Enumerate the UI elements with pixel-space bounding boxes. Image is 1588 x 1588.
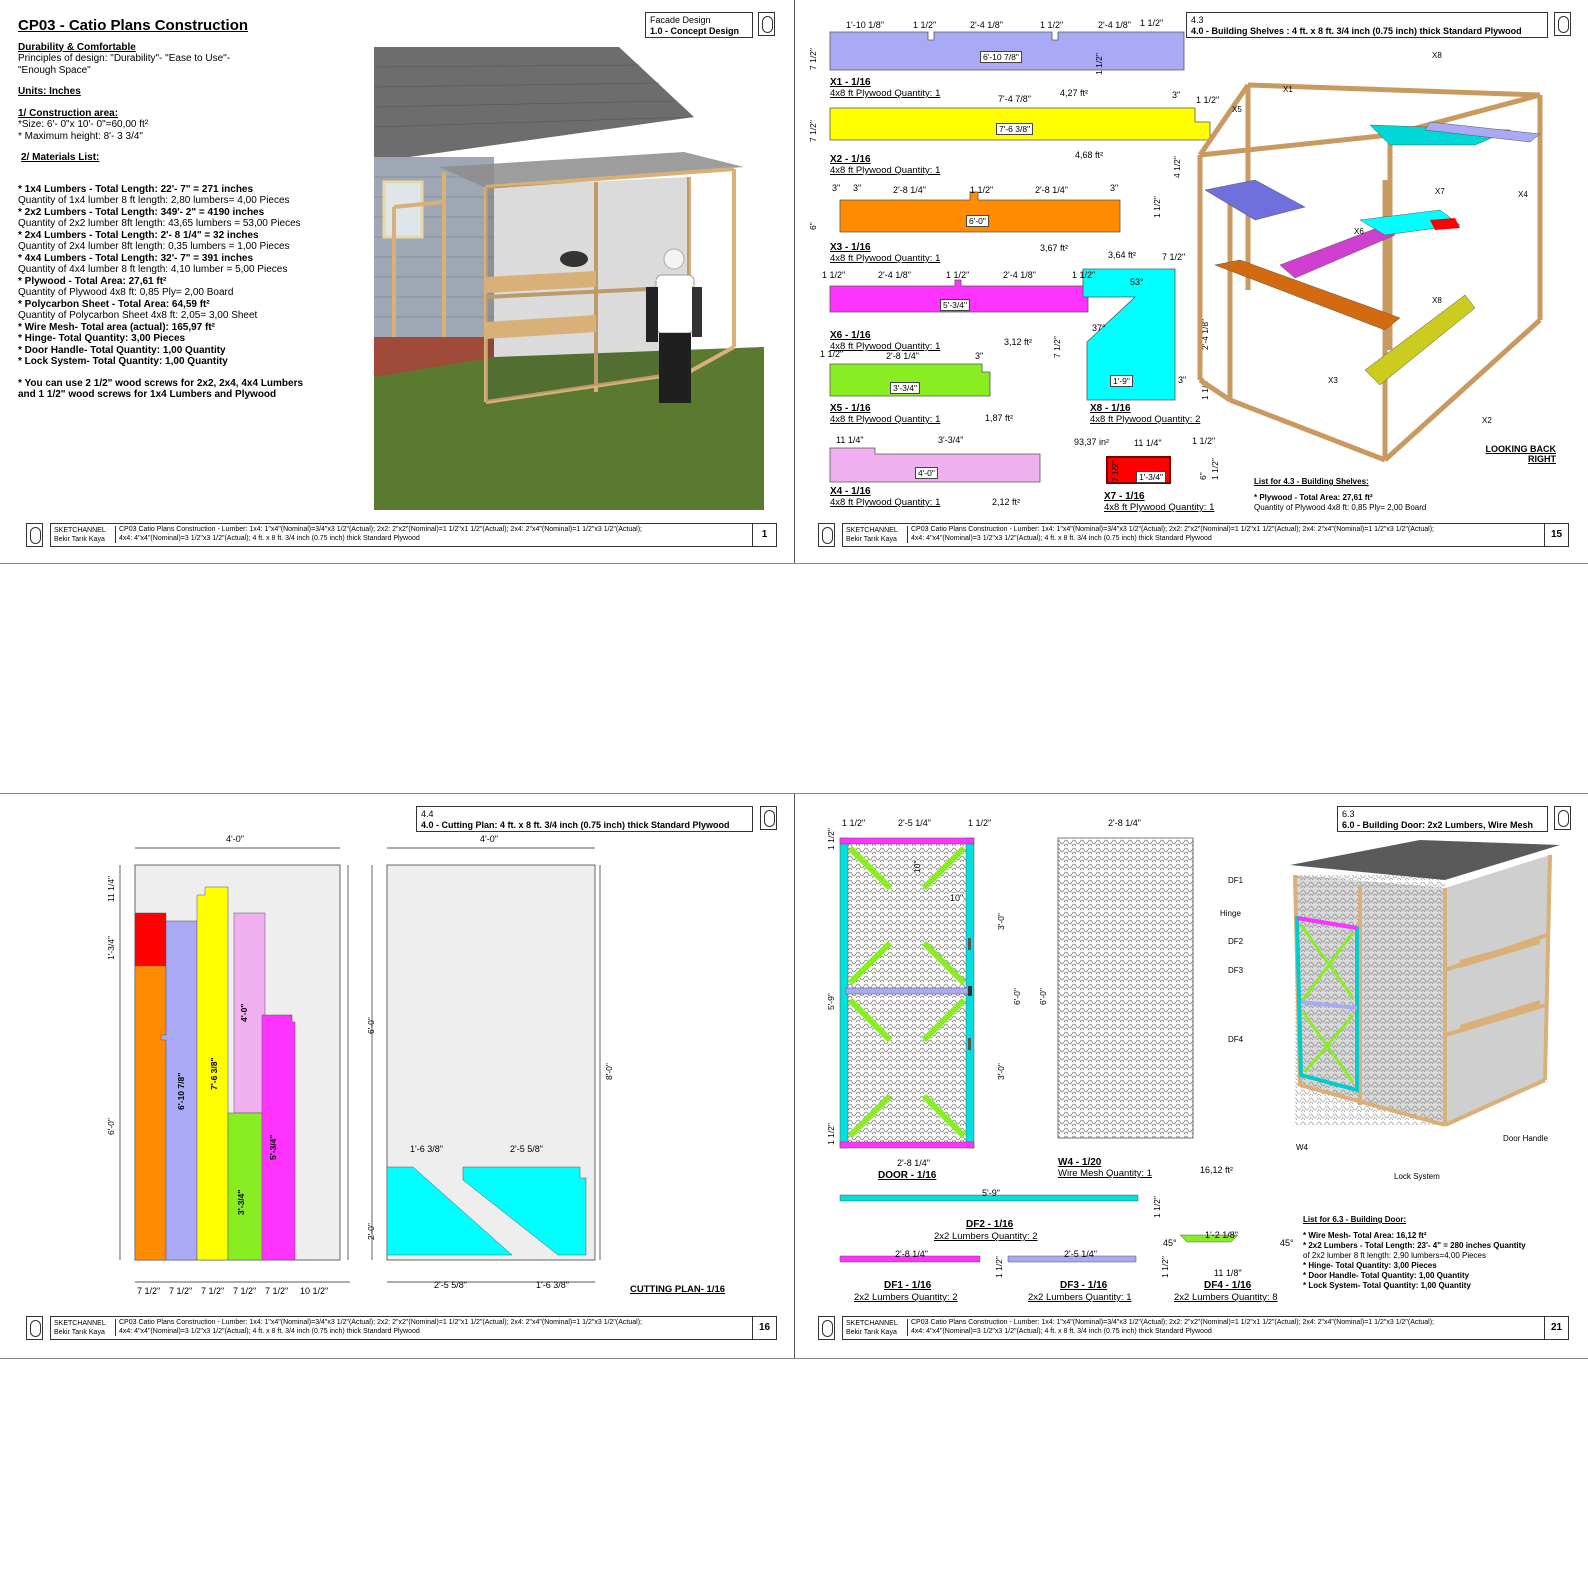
callout-df2: DF2: [1228, 937, 1244, 946]
part-x1-name: X1 - 1/16: [830, 77, 871, 88]
df4-qty: 2x2 Lumbers Quantity: 8: [1174, 1292, 1278, 1303]
p1-units: Units: Inches: [18, 86, 81, 97]
dim-x3-2: 3": [853, 183, 862, 193]
page-divider-bottom: [794, 793, 795, 1358]
footer-author-1: SKETCHANNEL: [54, 1320, 106, 1327]
model-label-x8-top: X8: [1432, 51, 1442, 60]
dim-x3-1: 3": [832, 183, 841, 193]
dim-x3-3: 2'-8 1/4": [893, 185, 926, 195]
dim-x6-1: 1 1/2": [822, 270, 846, 280]
material-line: Quantity of Polycarbon Sheet 4x8 ft: 2,05= 3,00 Sheet: [18, 310, 258, 321]
part-x8-name: X8 - 1/16: [1090, 403, 1131, 414]
p16-bottom-dim-3: 7 1/2": [201, 1286, 225, 1296]
part-x6-name: X6 - 1/16: [830, 330, 871, 341]
door-dim-11: 1 1/2": [826, 1123, 836, 1145]
footer-desc: [907, 526, 1542, 543]
p15-list-line-1: * Plywood - Total Area: 27,61 ft²: [1254, 493, 1373, 502]
df3-label: DF3 - 1/16: [1060, 1280, 1108, 1291]
part-x4-area: 2,12 ft²: [992, 497, 1021, 507]
p1-screws-1: * You can use 2 1/2" wood screws for 2x2, 2x4, 4x4 Lumbers: [18, 377, 304, 389]
footer-author-2: Bekir Tarık Kaya: [846, 535, 897, 543]
footer-desc: [115, 1319, 750, 1336]
plan-x6: [262, 1015, 295, 1260]
footer-author-1: SKETCHANNEL: [54, 527, 106, 534]
door-dim-9: 6'-0": [1012, 988, 1022, 1005]
material-line: Quantity of 1x4 lumber 8 ft length: 2,80 lumbers= 4,00 Pieces: [18, 195, 290, 206]
mesh-qty: Wire Mesh Quantity: 1: [1058, 1168, 1152, 1179]
dim-x2-2: 3": [1172, 90, 1181, 100]
dim-x6-5: 1 1/2": [1072, 270, 1096, 280]
callout-df3: DF3: [1228, 966, 1244, 975]
callout-lock-system: Lock System: [1394, 1172, 1440, 1181]
dim-x8-4: 2'-4 1/8": [1200, 318, 1210, 350]
p16-bottom-dim-1: 7 1/2": [137, 1286, 161, 1296]
material-line: * Plywood - Total Area: 27,61 ft²: [18, 275, 167, 287]
material-line: * Hinge- Total Quantity: 3,00 Pieces: [18, 333, 186, 344]
df4-angle-right: 45°: [1280, 1238, 1294, 1248]
p21-list-line: * Lock System- Total Quantity: 1,00 Quantity: [1303, 1281, 1471, 1290]
footer-author-2: Bekir Tarık Kaya: [54, 535, 105, 543]
material-line: * Lock System- Total Quantity: 1,00 Quantity: [18, 356, 228, 367]
df2-thickness: 1 1/2": [1152, 1196, 1162, 1218]
footer-author: [54, 1320, 112, 1337]
p1-durability-heading: Durability & Comfortable: [18, 41, 136, 53]
p16-right-dim-1: 6'-0": [366, 1017, 376, 1034]
model-label-x4: X4: [1518, 190, 1528, 199]
model-label-x1: X1: [1283, 85, 1293, 94]
dim-x6-3: 1 1/2": [946, 270, 970, 280]
dim-x8-2: 53°: [1130, 277, 1144, 287]
p16-logo-top: [760, 806, 777, 830]
dim-x1-1: 1'-10 1/8": [846, 20, 884, 30]
df2-length: 5'-9": [982, 1188, 1000, 1198]
door-dim-12: 2'-8 1/4": [897, 1158, 930, 1168]
part-x5-area: 1,87 ft²: [985, 413, 1014, 423]
p16-bottom-dim-4: 7 1/2": [233, 1286, 257, 1296]
df1-thickness: 1 1/2": [994, 1256, 1004, 1278]
p15-section-box: [1186, 12, 1548, 38]
p1-logo-footer: [26, 523, 43, 547]
footer-desc-2: 4x4: 4"x4"(Nominal)=3 1/2"x3 1/2"(Actual); 4 ft. x 8 ft. 3/4 inch (0.75 inch) thick Standard Plywood: [911, 1327, 1212, 1335]
df3-thickness: 1 1/2": [1160, 1256, 1170, 1278]
dim-x4-1: 11 1/4": [836, 435, 864, 445]
door-dim-5: 10": [950, 893, 964, 903]
part-x8-length: 1'-9": [1110, 375, 1133, 387]
p15-shelf-model: [1200, 50, 1560, 470]
p16-sheet-width-left: 4'-0": [226, 834, 244, 844]
df3-length: 2'-5 1/4": [1064, 1249, 1097, 1259]
dim-x2-1: 7'-4 7/8": [998, 94, 1031, 104]
p21-section-title: 6.0 - Building Door: 2x2 Lumbers, Wire Mesh: [1342, 820, 1533, 830]
door-dim-7: 3'-0": [996, 913, 1006, 930]
dim-side-4: 4 1/2": [1172, 156, 1182, 178]
p15-list: [1254, 477, 1426, 513]
p1-text-block: [18, 17, 363, 401]
p16-strip-x5: 3'-3/4": [236, 1189, 246, 1215]
part-x2-length: 7'-6 3/8": [996, 123, 1033, 135]
p15-logo-footer: [818, 523, 835, 547]
callout-w4: W4: [1296, 1143, 1308, 1152]
part-x3-area: 3,67 ft²: [1040, 243, 1069, 253]
plan-x5: [228, 1113, 265, 1260]
p1-max-height: * Maximum height: 8'- 3 3/4": [18, 130, 143, 142]
df2-qty: 2x2 Lumbers Quantity: 2: [934, 1231, 1038, 1242]
footer-author-1: SKETCHANNEL: [846, 1320, 898, 1327]
row-divider-mid: [0, 793, 1588, 794]
dim-x5-2: 2'-8 1/4": [886, 351, 919, 361]
p1-title: CP03 - Catio Plans Construction: [18, 17, 249, 34]
p1-catio-render: [374, 47, 764, 510]
row-divider-bottom: [0, 1358, 1588, 1359]
dim-side-1: 7 1/2": [808, 48, 818, 70]
part-x7-area: 93,37 in²: [1074, 437, 1110, 447]
p16-left-dim-1: 11 1/4": [106, 875, 116, 902]
p1-section-label: Facade Design: [650, 15, 711, 25]
part-x2-area: 4,68 ft²: [1075, 150, 1104, 160]
p15-list-line-2: Quantity of Plywood 4x8 ft: 0,85 Ply= 2,00 Board: [1254, 503, 1427, 512]
p15-page-number: 15: [1544, 524, 1568, 546]
p1-size: *Size: 6'- 0"x 10'- 0"=60,00 ft²: [18, 119, 149, 130]
page-divider-top: [794, 0, 795, 563]
df1-label: DF1 - 1/16: [884, 1280, 932, 1291]
p21-list-line: * 2x2 Lumbers - Total Length: 23'- 4" = 280 inches Quantity: [1303, 1241, 1526, 1250]
dim-side-5: 6": [808, 222, 818, 230]
df3-qty: 2x2 Lumbers Quantity: 1: [1028, 1292, 1132, 1303]
part-x6-length: 5'-3/4": [940, 299, 970, 311]
dim-x4-2: 3'-3/4": [938, 435, 964, 445]
dim-x8-3: 37°: [1092, 323, 1106, 333]
p16-cut-top-1: 1'-6 3/8": [410, 1144, 443, 1154]
door-dim-1: 1 1/2": [842, 818, 866, 828]
p1-section-box: [645, 12, 753, 38]
p21-footer: [842, 1316, 1569, 1340]
material-line: * 1x4 Lumbers - Total Length: 22'- 7" = 271 inches: [18, 183, 254, 195]
part-x6-qty: 4x8 ft Plywood Quantity: 1: [830, 341, 941, 352]
part-x7-qty: 4x8 ft Plywood Quantity: 1: [1104, 502, 1215, 513]
p1-section-title: 1.0 - Concept Design: [650, 26, 740, 36]
dim-side-2: 7 1/2": [808, 120, 818, 142]
p16-strip-x4: 4'-0": [239, 1003, 249, 1022]
dim-x8-1: 7 1/2": [1162, 252, 1186, 262]
dim-x6-2: 2'-4 1/8": [878, 270, 911, 280]
df2-label: DF2 - 1/16: [966, 1219, 1014, 1230]
p21-list: [1303, 1215, 1526, 1291]
footer-desc-1: CP03 Catio Plans Construction - Lumber: 1x4: 1"x4"(Nominal)=3/4"x3 1/2"(Actual); 2x2: 2"x2"(Nominal)=1 1/2"x1 1/2"(Actual); 2x4: 2"x4"(Nominal)=1 1/2"x3 1/2"(Actual);: [119, 1319, 642, 1326]
footer-desc-1: CP03 Catio Plans Construction - Lumber: 1x4: 1"x4"(Nominal)=3/4"x3 1/2"(Actual); 2x2: 2"x2"(Nominal)=1 1/2"x1 1/2"(Actual); 2x4: 2"x4"(Nominal)=1 1/2"x3 1/2"(Actual);: [119, 526, 642, 533]
footer-desc-1: CP03 Catio Plans Construction - Lumber: 1x4: 1"x4"(Nominal)=3/4"x3 1/2"(Actual); 2x2: 2"x2"(Nominal)=1 1/2"x1 1/2"(Actual); 2x4: 2"x4"(Nominal)=1 1/2"x3 1/2"(Actual);: [911, 526, 1434, 533]
dim-x7-3: 7 1/2": [1110, 460, 1120, 482]
part-x2-qty: 4x8 ft Plywood Quantity: 1: [830, 165, 941, 176]
material-line: * 4x4 Lumbers - Total Length: 32'- 7" = 391 inches: [18, 252, 254, 264]
dim-x5-1: 1 1/2": [820, 349, 844, 359]
material-line: Quantity of 2x4 lumber 8ft length: 0,35 lumbers = 1,00 Pieces: [18, 241, 290, 252]
material-line: * Door Handle- Total Quantity: 1,00 Quantity: [18, 344, 226, 356]
part-x3-qty: 4x8 ft Plywood Quantity: 1: [830, 253, 941, 264]
p21-logo-top: [1554, 806, 1571, 830]
dim-x1-3: 2'-4 1/8": [970, 20, 1003, 30]
part-x1-length: 6'-10 7/8": [980, 51, 1022, 63]
p16-logo-footer: [26, 1316, 43, 1340]
p16-cut-top-2: 2'-5 5/8": [510, 1144, 543, 1154]
material-line: Quantity of 2x2 lumber 8ft length: 43,65 lumbers = 53,00 Pieces: [18, 218, 301, 229]
callout-df4: DF4: [1228, 1035, 1244, 1044]
p16-section-title: 4.0 - Cutting Plan: 4 ft. x 8 ft. 3/4 inch (0.75 inch) thick Standard Plywood: [421, 820, 730, 830]
mesh-height: 6'-0": [1038, 988, 1048, 1005]
p1-logo-top: [758, 12, 775, 36]
dim-side-3: 1 1/2": [1094, 53, 1104, 75]
plan-x7: [135, 913, 166, 966]
p16-left-dim-3: 6'-0": [106, 1118, 116, 1135]
p15-view-label: LOOKING BACK RIGHT: [1485, 444, 1556, 464]
mesh-label: W4 - 1/20: [1058, 1157, 1102, 1168]
footer-author: [846, 527, 904, 544]
door-dim-4: 10": [912, 860, 922, 873]
part-x5-length: 3'-3/4": [890, 382, 920, 394]
footer-desc-2: 4x4: 4"x4"(Nominal)=3 1/2"x3 1/2"(Actual); 4 ft. x 8 ft. 3/4 inch (0.75 inch) thick Standard Plywood: [119, 1327, 420, 1335]
material-line: Quantity of Plywood 4x8 ft: 0,85 Ply= 2,00 Board: [18, 287, 234, 298]
dim-x8-6: 7 1/2": [1052, 336, 1062, 358]
part-x4-name: X4 - 1/16: [830, 486, 871, 497]
dim-x1-6: 1 1/2": [1140, 18, 1164, 28]
part-x1-qty: 4x8 ft Plywood Quantity: 1: [830, 88, 941, 99]
p16-page-number: 16: [752, 1317, 776, 1339]
p16-bottom-dim-6: 10 1/2": [300, 1286, 329, 1296]
dim-x2-3: 1 1/2": [1196, 95, 1220, 105]
dim-side-6: 1 1/2": [1152, 196, 1162, 218]
p21-page-number: 21: [1544, 1317, 1568, 1339]
p21-section-box: [1337, 806, 1548, 832]
p16-bottom-dim-2: 7 1/2": [169, 1286, 193, 1296]
footer-author-1: SKETCHANNEL: [846, 527, 898, 534]
p16-strip-x6: 5'-3/4": [268, 1134, 278, 1160]
df4-bottom: 11 1/8": [1214, 1268, 1242, 1278]
part-x3-name: X3 - 1/16: [830, 242, 871, 253]
dim-x7-4: 6": [1198, 472, 1208, 480]
p16-cut-bottom-1: 2'-5 5/8": [434, 1280, 467, 1290]
part-x5-qty: 4x8 ft Plywood Quantity: 1: [830, 414, 941, 425]
p21-door-render: [1285, 840, 1565, 1130]
plan-x3: [135, 966, 166, 1260]
material-line: * Wire Mesh- Total area (actual): 165,97 ft²: [18, 321, 216, 333]
mesh-area: 16,12 ft²: [1200, 1165, 1234, 1175]
p1-materials-heading: 2/ Materials List:: [21, 152, 100, 163]
p16-sheet-width-right: 4'-0": [480, 834, 498, 844]
dim-x7-2: 1 1/2": [1192, 436, 1216, 446]
p15-section-title: 4.0 - Building Shelves : 4 ft. x 8 ft. 3/4 inch (0.75 inch) thick Standard Plywood: [1191, 26, 1522, 36]
p15-section-no: 4.3: [1191, 15, 1204, 25]
p16-bottom-dim-5: 7 1/2": [265, 1286, 289, 1296]
part-x2-name: X2 - 1/16: [830, 154, 871, 165]
part-x1-area: 4,27 ft²: [1060, 88, 1089, 98]
p15-list-heading: List for 4.3 - Building Shelves:: [1254, 477, 1369, 486]
mesh-width: 2'-8 1/4": [1108, 818, 1141, 828]
p16-right-dim-2: 2'-0": [366, 1223, 376, 1240]
material-line: Quantity of 4x4 lumber 8 ft length: 4,10 lumber = 5,00 Pieces: [18, 264, 288, 275]
p1-materials-list: [18, 184, 363, 368]
footer-desc-2: 4x4: 4"x4"(Nominal)=3 1/2"x3 1/2"(Actual); 4 ft. x 8 ft. 3/4 inch (0.75 inch) thick Standard Plywood: [119, 534, 420, 542]
p1-principles-2: "Enough Space": [18, 64, 91, 76]
dim-x5-3: 3": [975, 351, 984, 361]
part-x4-length: 4'-0": [915, 467, 938, 479]
part-x7-name: X7 - 1/16: [1104, 491, 1145, 502]
dim-x7-5: 1 1/2": [1210, 458, 1220, 480]
p15-footer: [842, 523, 1569, 547]
model-label-x7: X7: [1435, 187, 1445, 196]
door-dim-6: 5'-9": [826, 993, 836, 1010]
df4-angle-left: 45°: [1163, 1238, 1177, 1248]
p16-section-no: 4.4: [421, 809, 434, 819]
p1-page-number: 1: [752, 524, 776, 546]
dim-x1-5: 2'-4 1/8": [1098, 20, 1131, 30]
part-x8-area: 3,64 ft²: [1108, 250, 1137, 260]
door-dim-8: 3'-0": [996, 1063, 1006, 1080]
p21-list-heading: List for 6.3 - Building Door:: [1303, 1215, 1407, 1224]
dim-x1-4: 1 1/2": [1040, 20, 1064, 30]
p16-plan-label: CUTTING PLAN- 1/16: [630, 1284, 726, 1295]
p16-strip-x2: 7'-6 3/8": [209, 1057, 219, 1090]
footer-author: [54, 527, 112, 544]
model-label-x6: X6: [1354, 227, 1364, 236]
p16-sheet-height: 8'-0": [604, 1063, 614, 1080]
p1-screws-2: and 1 1/2" wood screws for 1x4 Lumbers and Plywood: [18, 389, 277, 400]
footer-author-2: Bekir Tarık Kaya: [54, 1328, 105, 1336]
part-x7-length: 1'-3/4": [1136, 471, 1166, 483]
dim-x7-1: 11 1/4": [1134, 438, 1162, 448]
df1-length: 2'-8 1/4": [895, 1249, 928, 1259]
footer-desc: [115, 526, 750, 543]
part-x6-area: 3,12 ft²: [1004, 337, 1033, 347]
footer-author: [846, 1320, 904, 1337]
model-label-x3: X3: [1328, 376, 1338, 385]
p1-principles-1: Principles of design: "Durability"- "Ease to Use"-: [18, 53, 231, 64]
dim-x6-4: 2'-4 1/8": [1003, 270, 1036, 280]
dim-x8-7: 1 1/2": [1200, 378, 1210, 400]
part-x4-qty: 4x8 ft Plywood Quantity: 1: [830, 497, 941, 508]
door-dim-2: 2'-5 1/4": [898, 818, 931, 828]
p16-cut-bottom-2: 1'-6 3/8": [536, 1280, 569, 1290]
p21-list-line: * Wire Mesh- Total Area: 16,12 ft²: [1303, 1231, 1427, 1240]
material-line: * 2x4 Lumbers - Total Length: 2'- 8 1/4" = 32 inches: [18, 229, 259, 241]
p21-list-line: * Door Handle- Total Quantity: 1,00 Quantity: [1303, 1271, 1470, 1280]
dim-x8-5: 3": [1178, 375, 1187, 385]
door-dim-3: 1 1/2": [968, 818, 992, 828]
p15-logo-top: [1554, 12, 1571, 36]
part-x3-length: 6'-0": [966, 215, 989, 227]
df4-top: 1'-2 1/8": [1205, 1230, 1238, 1240]
p1-area-heading: 1/ Construction area:: [18, 107, 119, 119]
material-line: * Polycarbon Sheet - Total Area: 64,59 ft²: [18, 298, 210, 310]
p21-list-line: of 2x2 lumber 8 ft length: 2,90 lumbers=4,00 Pieces: [1303, 1251, 1486, 1260]
footer-desc: [907, 1319, 1542, 1336]
model-label-x8: X8: [1432, 296, 1442, 305]
p21-logo-footer: [818, 1316, 835, 1340]
part-x5-name: X5 - 1/16: [830, 403, 871, 414]
model-label-x2: X2: [1482, 416, 1492, 425]
model-label-x5: X5: [1232, 105, 1242, 114]
p16-section-box: [416, 806, 753, 832]
footer-desc-1: CP03 Catio Plans Construction - Lumber: 1x4: 1"x4"(Nominal)=3/4"x3 1/2"(Actual); 2x2: 2"x2"(Nominal)=1 1/2"x1 1/2"(Actual); 2x4: 2"x4"(Nominal)=1 1/2"x3 1/2"(Actual);: [911, 1319, 1434, 1326]
footer-desc-2: 4x4: 4"x4"(Nominal)=3 1/2"x3 1/2"(Actual); 4 ft. x 8 ft. 3/4 inch (0.75 inch) thick Standard Plywood: [911, 534, 1212, 542]
p16-footer: [50, 1316, 777, 1340]
p1-footer: [50, 523, 777, 547]
row-divider-top: [0, 563, 1588, 564]
p21-section-no: 6.3: [1342, 809, 1355, 819]
material-line: * 2x2 Lumbers - Total Length: 349'- 2" = 4190 inches: [18, 206, 265, 218]
part-x8-qty: 4x8 ft Plywood Quantity: 2: [1090, 414, 1201, 425]
footer-author-2: Bekir Tarık Kaya: [846, 1328, 897, 1336]
p16-strip-x1: 6'-10 7/8": [176, 1072, 186, 1110]
df4-label: DF4 - 1/16: [1204, 1280, 1252, 1291]
callout-hinge: Hinge: [1220, 909, 1241, 918]
dim-x3-4: 1 1/2": [970, 185, 994, 195]
door-label: DOOR - 1/16: [878, 1170, 937, 1181]
p16-left-dim-2: 1'-3/4": [106, 935, 116, 960]
callout-door-handle: Door Handle: [1503, 1134, 1548, 1143]
door-dim-10: 1 1/2": [826, 828, 836, 850]
dim-x3-6: 3": [1110, 183, 1119, 193]
callout-df1: DF1: [1228, 876, 1244, 885]
df1-qty: 2x2 Lumbers Quantity: 2: [854, 1292, 958, 1303]
dim-x1-2: 1 1/2": [913, 20, 937, 30]
dim-x3-5: 2'-8 1/4": [1035, 185, 1068, 195]
p21-list-line: * Hinge- Total Quantity: 3,00 Pieces: [1303, 1261, 1437, 1270]
